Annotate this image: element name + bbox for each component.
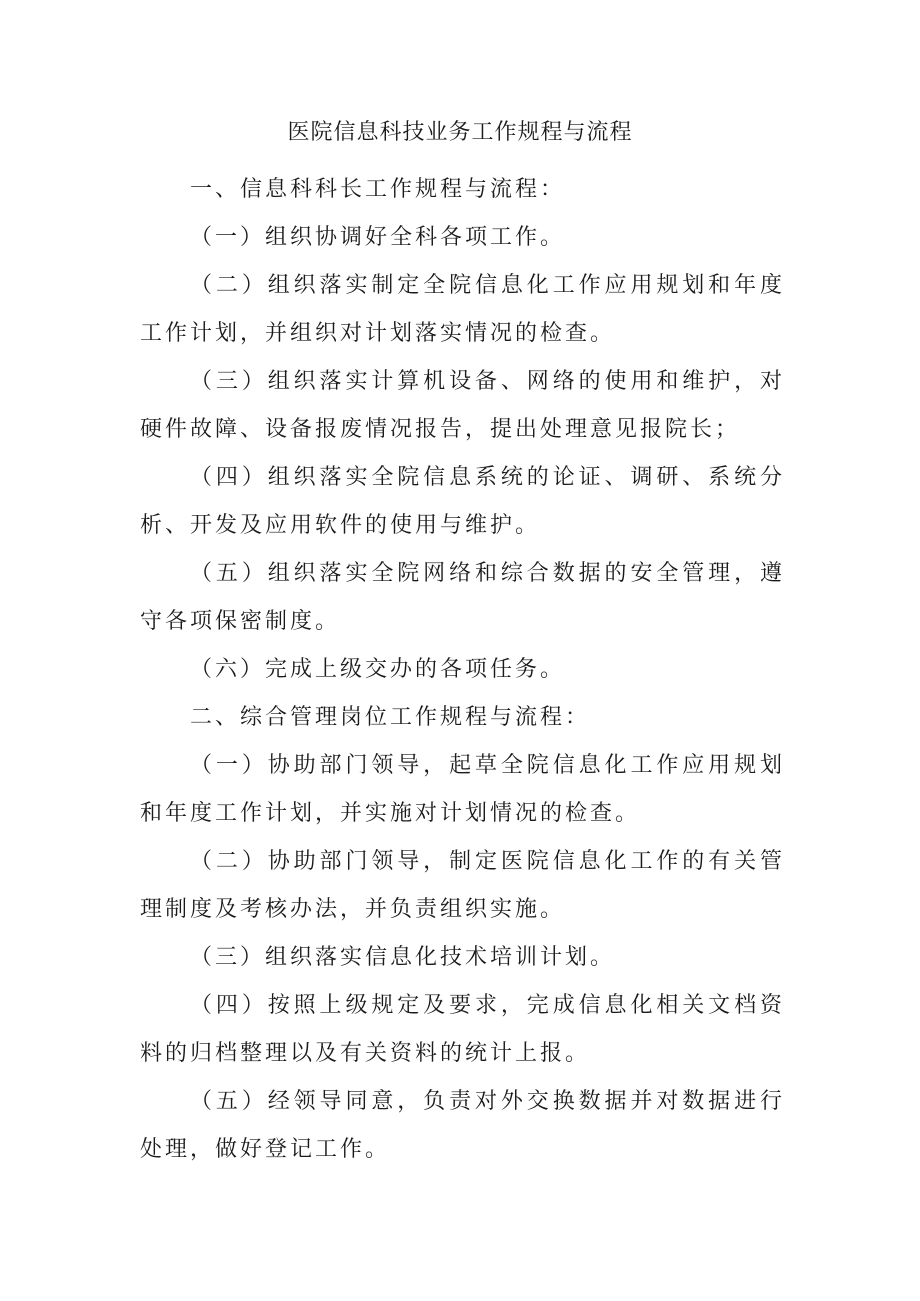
document-title: 医院信息科技业务工作规程与流程 bbox=[287, 120, 633, 145]
paragraph-2-3: （三）组织落实信息化技术培训计划。 bbox=[190, 945, 616, 970]
paragraph-1-1: （一）组织协调好全科各项工作。 bbox=[190, 225, 566, 250]
section-heading-2: 二、综合管理岗位工作规程与流程： bbox=[190, 705, 591, 730]
paragraph-2-4: （四）按照上级规定及要求，完成信息化相关文档资料的归档整理以及有关资料的统计上报。 bbox=[140, 993, 785, 1066]
section-heading-1: 一、信息科科长工作规程与流程： bbox=[190, 177, 566, 202]
paragraph-2-5: （五）经领导同意，负责对外交换数据并对数据进行处理，做好登记工作。 bbox=[140, 1089, 785, 1162]
document-body bbox=[140, 166, 785, 1174]
paragraph-1-5: （五）组织落实全院网络和综合数据的安全管理，遵守各项保密制度。 bbox=[140, 561, 785, 634]
paragraph-1-2: （二）组织落实制定全院信息化工作应用规划和年度工作计划，并组织对计划落实情况的检查。 bbox=[140, 273, 785, 346]
paragraph-1-3: （三）组织落实计算机设备、网络的使用和维护，对硬件故障、设备报废情况报告，提出处理意见报院长； bbox=[140, 369, 785, 442]
paragraph-2-2: （二）协助部门领导，制定医院信息化工作的有关管理制度及考核办法，并负责组织实施。 bbox=[140, 849, 785, 922]
paragraph-1-6: （六）完成上级交办的各项任务。 bbox=[190, 657, 566, 682]
paragraph-2-1: （一）协助部门领导，起草全院信息化工作应用规划和年度工作计划，并实施对计划情况的检查。 bbox=[140, 753, 785, 826]
paragraph-1-4: （四）组织落实全院信息系统的论证、调研、系统分析、开发及应用软件的使用与维护。 bbox=[140, 465, 785, 538]
